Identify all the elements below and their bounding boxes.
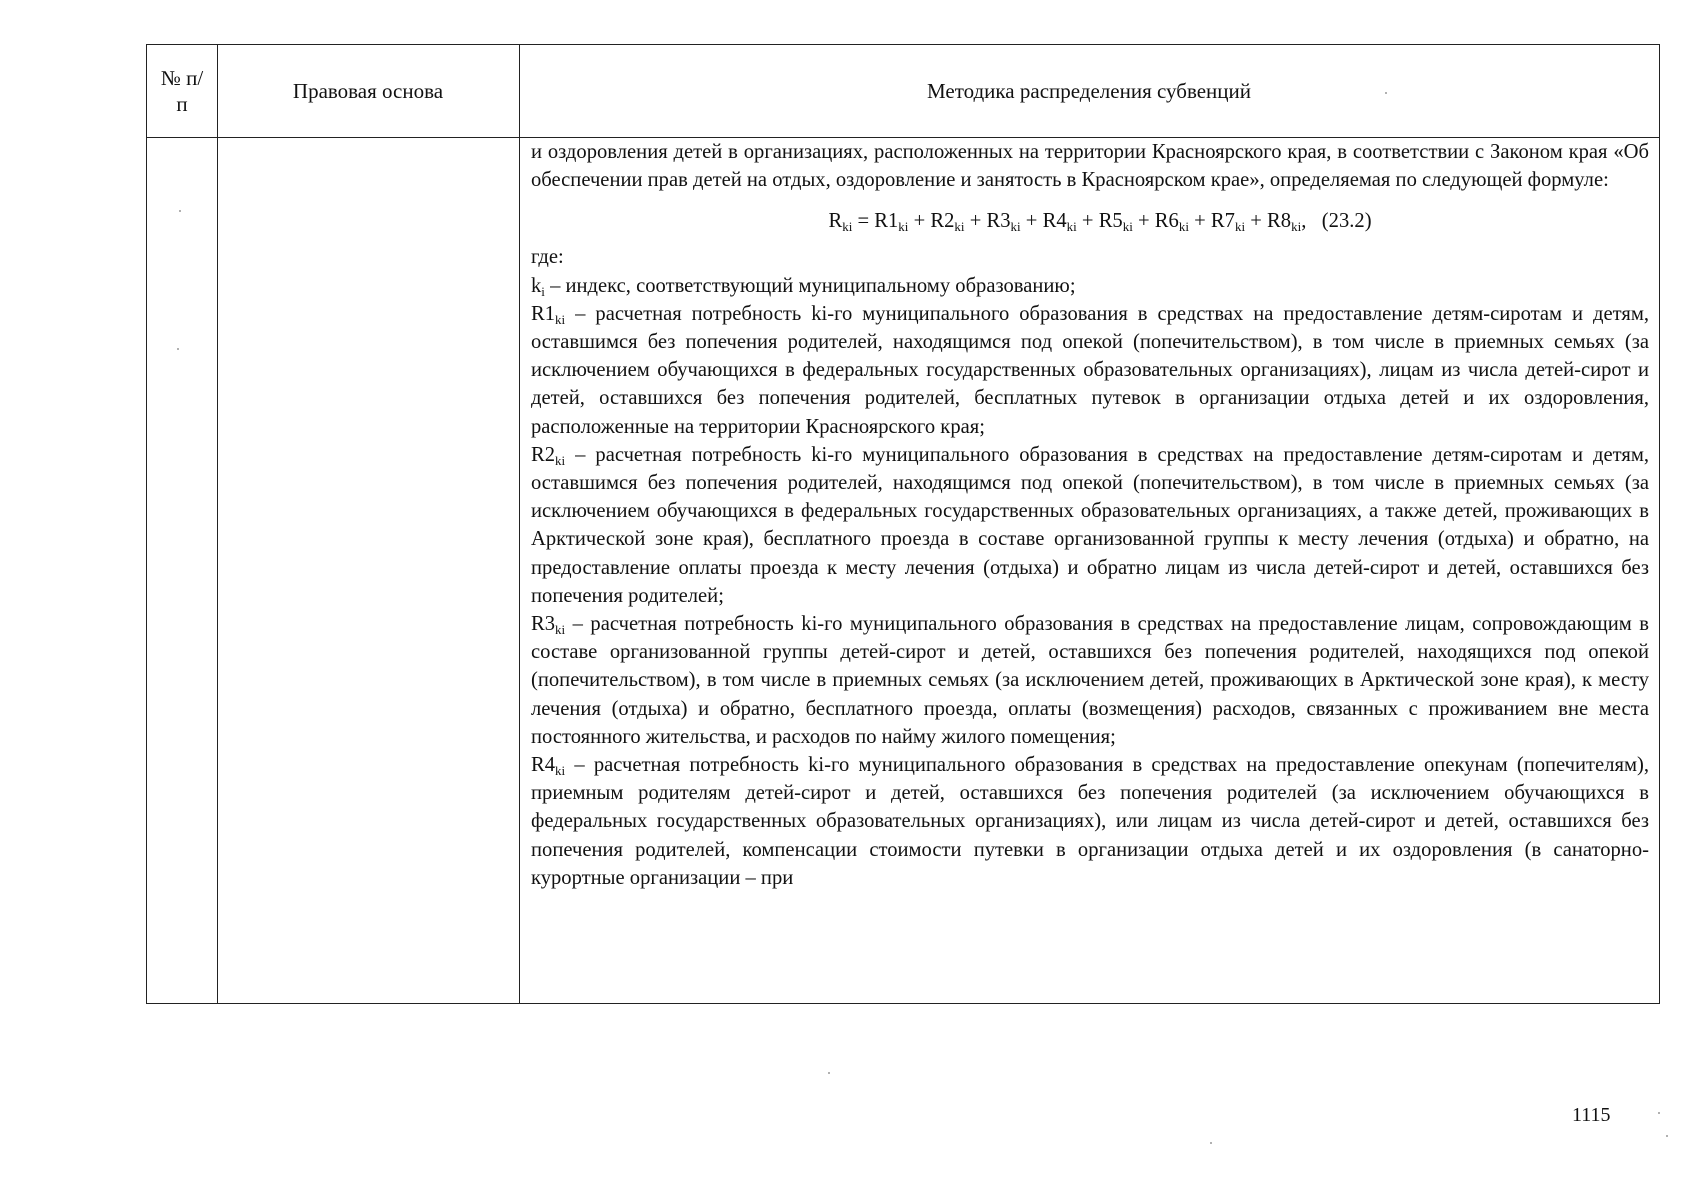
definition-r2 <box>531 441 1649 610</box>
formula-term-sub: ki <box>954 219 965 235</box>
definition-text: – расчетная потребность ki-го муниципального образования в средствах на предоставление опекунам (попечителям), приемным родителям детей-сирот и детей, оставшихся без попечения родителей (за исключением обучающихся в федеральных государственных образовательных организациях), или лицам из числа детей-сирот и детей, оставшихся без попечения родителей, компенсации стоимости путевки в организации отдыха детей и их оздоровления (в санаторно-курортные организации – при <box>531 754 1649 889</box>
formula-plus: + <box>1025 210 1038 233</box>
definition-text: – расчетная потребность ki-го муниципального образования в средствах на предоставление лицам, сопровождающим в составе организованной группы детей-сирот и детей, оставшихся без попечения родителей, находящихся под опекой (попечительством), в том числе в приемных семьях (за исключением детей, проживающих в Арктической зоне края), к месту лечения (отдыха) и обратно, бесплатного проезда, оплаты (возмещения) расходов, связанных с проживанием вне места постоянного жительства, и расходов по найму жилого помещения; <box>531 613 1649 748</box>
formula-lhs-sub: ki <box>842 219 853 235</box>
formula-term: R2 <box>930 210 955 233</box>
definition-text: – индекс, соответствующий муниципальному образованию; <box>544 274 1076 297</box>
formula-term-sub: ki <box>1010 219 1021 235</box>
definition-r3 <box>531 610 1649 751</box>
formula-23-2 <box>531 205 1649 243</box>
formula-term-sub: ki <box>1234 219 1246 235</box>
header-legal-basis: Правовая основа <box>292 79 444 103</box>
definition-symbol: R1 <box>531 302 556 325</box>
formula-term: R5 <box>1098 210 1123 233</box>
definition-symbol-sub: i <box>541 283 545 299</box>
column-divider <box>519 45 520 1003</box>
column-divider <box>217 45 218 1003</box>
formula-term: R4 <box>1042 210 1067 233</box>
definition-text: – расчетная потребность ki-го муниципального образования в средствах на предоставление детям-сиротам и детям, оставшимся без попечения родителей, находящимся под опекой (попечительством), в том числе в приемных семьях (за исключением обучающихся в федеральных государственных образовательных организациях, а также детей, проживающих в Арктической зоне края), бесплатного проезда в составе организованной группы к месту лечения (отдыха) и обратно, на предоставление оплаты проезда к месту лечения (отдыха) и обратно лицам из числа детей-сирот и детей, оставшихся без попечения родителей; <box>531 443 1649 607</box>
formula-term-sub: ki <box>1066 219 1077 235</box>
definition-symbol-sub: ki <box>555 622 566 638</box>
formula-plus: + <box>1081 210 1094 233</box>
header-number: № п/п <box>160 66 204 116</box>
formula-plus: + <box>1194 210 1206 233</box>
header-method: Методика распределения субвенций <box>926 79 1252 103</box>
formula-term-sub: ki <box>898 219 909 235</box>
definition-symbol: k <box>531 274 542 297</box>
definition-r1 <box>531 300 1649 441</box>
definition-symbol: R3 <box>531 613 556 636</box>
formula-plus: + <box>1250 210 1262 233</box>
scan-speck <box>179 210 181 212</box>
scan-speck <box>1385 92 1387 94</box>
definition-symbol: R4 <box>531 754 556 777</box>
formula-term: R7 <box>1210 210 1235 233</box>
where-label: где: <box>531 246 564 269</box>
definition-r4 <box>531 751 1649 892</box>
definition-text: – расчетная потребность ki-го муниципального образования в средствах на предоставление детям-сиротам и детям, оставшимся без попечения родителей, находящимся под опекой (попечительством), в том числе в приемных семьях (за исключением обучающихся в федеральных государственных образовательных организациях), лицам из числа детей-сирот и детей, оставшихся без попечения родителей, бесплатных путевок в организации отдыха детей и их оздоровления, расположенные на территории Красноярского края; <box>531 302 1649 438</box>
formula-plus: + <box>913 210 926 233</box>
method-cell <box>531 138 1649 892</box>
intro-paragraph: и оздоровления детей в организациях, расположенных на территории Красноярского края, в соответствии с Законом края «Об обеспечении прав детей на отдых, оздоровление и занятость в Красноярском крае», определяемая по следующей формуле: <box>531 141 1649 192</box>
definition-k <box>531 272 1649 300</box>
formula-term-sub: ki <box>1178 219 1189 235</box>
formula-term-sub: ki <box>1122 219 1133 235</box>
formula-comma: , <box>1301 210 1307 233</box>
formula-term: R3 <box>986 210 1011 233</box>
definition-symbol-sub: ki <box>555 763 566 779</box>
formula-number: (23.2) <box>1321 210 1372 233</box>
scan-speck <box>828 1072 830 1074</box>
formula-equals: = <box>857 210 870 233</box>
formula-term: R8 <box>1267 210 1292 233</box>
formula-lhs: R <box>828 210 843 233</box>
formula-plus: + <box>969 210 982 233</box>
scan-speck <box>1666 1135 1668 1137</box>
scan-speck <box>1658 1112 1660 1114</box>
scan-speck <box>177 348 179 350</box>
definition-symbol: R2 <box>531 443 556 466</box>
definition-symbol-sub: ki <box>555 452 566 468</box>
formula-term-sub: ki <box>1291 219 1302 235</box>
definition-symbol-sub: ki <box>555 311 566 327</box>
scan-speck <box>1210 1142 1212 1144</box>
formula-plus: + <box>1138 210 1150 233</box>
formula-term: R6 <box>1154 210 1179 233</box>
page-number: 1115 <box>1572 1104 1611 1126</box>
distribution-table <box>146 44 1660 1004</box>
formula-term: R1 <box>874 210 899 233</box>
